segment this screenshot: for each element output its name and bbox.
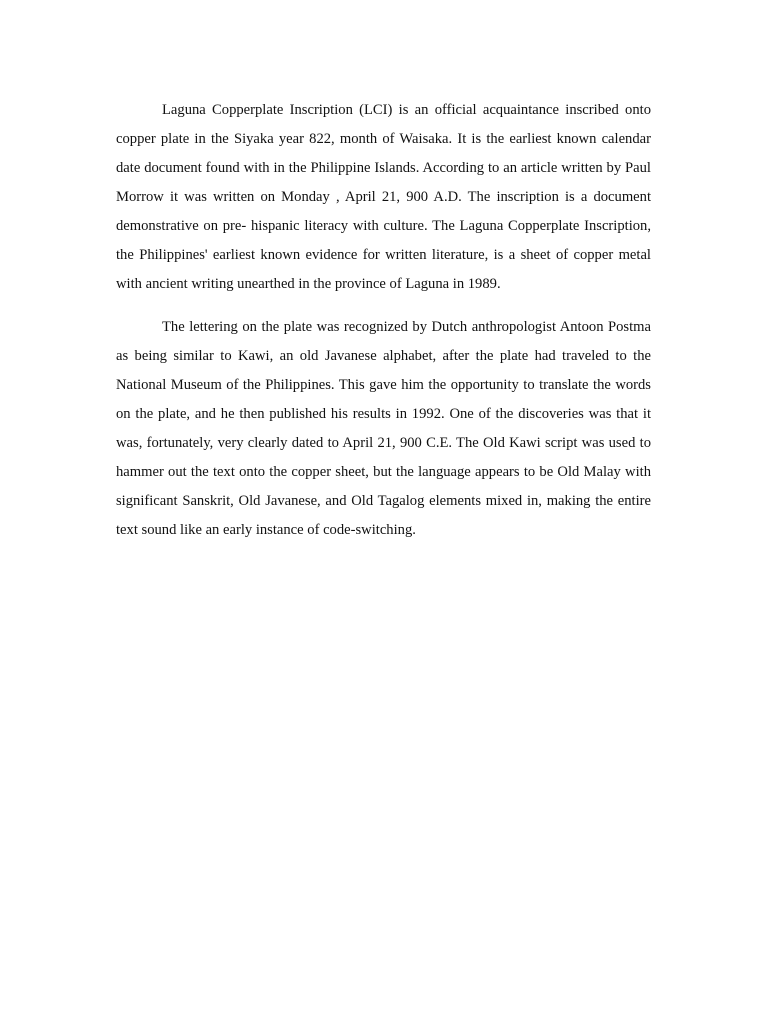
paragraph-2: The lettering on the plate was recognized by Dutch anthropologist Antoon Postma as being similar to Kawi, an old Javanese alphabet, after the plate had traveled to the National Museum of the Philippines. This gave him the opportunity to translate the words on the plate, and he then published his results in 1992. One of the discoveries was that it was, fortunately, very clearly dated to April 21, 900 C.E. The Old Kawi script was used to hammer out the text onto the copper sheet, but the language appears to be Old Malay with significant Sanskrit, Old Javanese, and Old Tagalog elements mixed in, making the entire text sound like an early instance of code-switching.	[116, 319, 651, 538]
document-body	[116, 96, 651, 559]
paragraph-1: Laguna Copperplate Inscription (LCI) is an official acquaintance inscribed onto copper plate in the Siyaka year 822, month of Waisaka. It is the earliest known calendar date document found with in the Philippine Islands. According to an article written by Paul Morrow it was written on Monday , April 21, 900 A.D. The inscription is a document demonstrative on pre- hispanic literacy with culture. The Laguna Copperplate Inscription, the Philippines' earliest known evidence for written literature, is a sheet of copper metal with ancient writing unearthed in the province of Laguna in 1989.	[116, 102, 651, 292]
